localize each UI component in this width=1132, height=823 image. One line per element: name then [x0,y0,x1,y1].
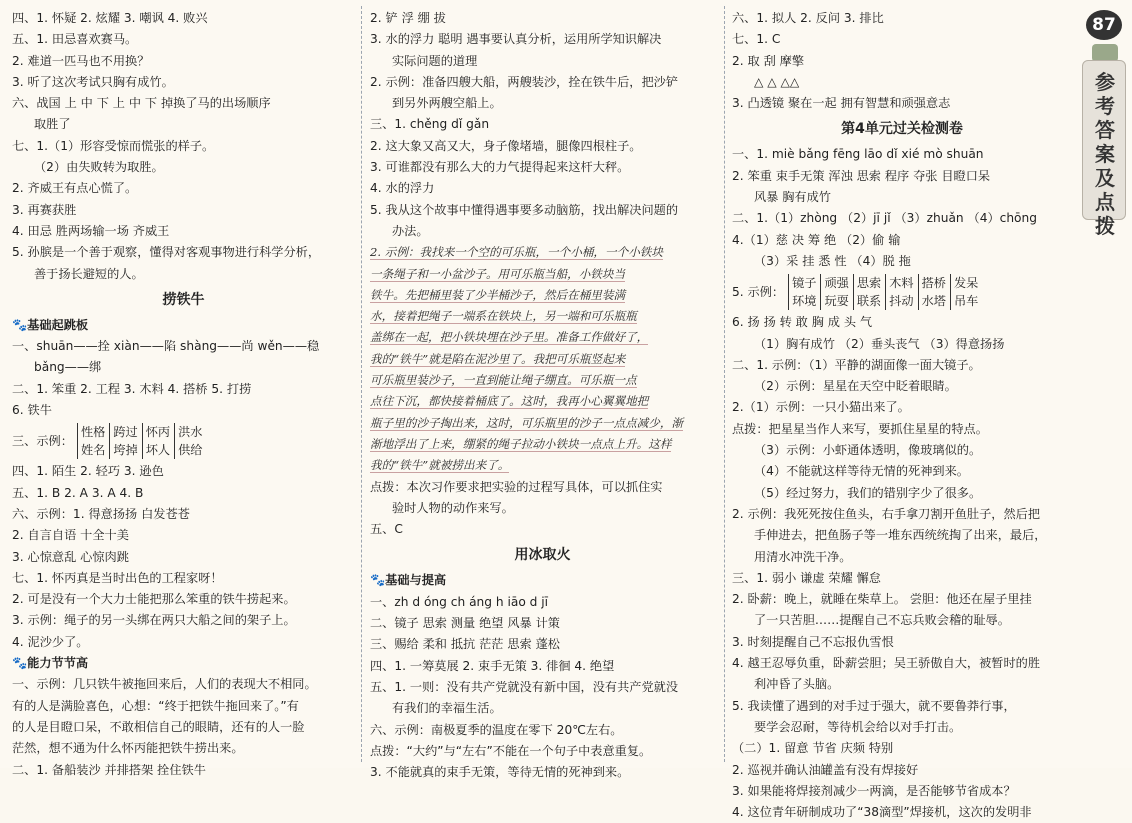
line-text: 水，接着把绳子一端系在铁块上，另一端和可乐瓶瓶 [370,309,637,324]
answer-line [370,242,715,263]
answer-line [370,93,715,114]
answer-line [732,376,1072,397]
word: 洪水 [178,425,203,440]
line-text: 4. 水的浮力 [370,181,435,196]
answer-line [732,397,1072,418]
answer-line [732,208,1072,229]
answer-line [732,653,1072,674]
subsection-heading [12,315,355,336]
line-text: 第4单元过关检测卷 [841,121,963,138]
answer-line [12,760,355,781]
line-text: 点拨：“大约”与“左右”不能在一个句子中表意重复。 [370,743,652,758]
answer-line [370,656,715,677]
line-text: 2. 这大象又高又大，身子像堵墙，腿像四根柱子。 [370,138,642,153]
line-text: 四、1. 一筹莫展 2. 束手无策 3. 徘徊 4. 绝望 [370,658,615,673]
answer-line [732,483,1072,504]
line-text: 要学会忍耐，等待机会给以对手打击。 [754,719,962,734]
line-text: 4. 这位青年研制成功了“38滴型”焊接机，这次的发明非 [732,805,1032,820]
word: 性格 [80,425,106,440]
answer-line [370,264,715,285]
word-pair [885,274,913,310]
line-text: 点拨：本次习作要求把实验的过程写具体，可以抓住实 [370,479,663,494]
line-text: 一条绳子和一小盆沙子。用可乐瓶当船，小铁块当 [370,266,626,281]
line-text: 3. 可谁都没有那么大的力气提得起来这杆大秤。 [370,160,630,175]
answer-line [12,29,355,50]
answer-line [370,29,715,50]
answer-line [12,200,355,221]
line-text: 2. 卧薪：晚上，就睡在柴草上。 尝胆：他还在屋子里挂 [732,592,1032,607]
answer-line [370,157,715,178]
line-text: 用清水冲洗干净。 [754,549,852,564]
word: 坏人 [145,443,171,458]
line-text: 2. 齐威王有点心慌了。 [12,181,138,196]
answer-line [12,93,355,114]
line-text: 🐾基础与提高 [370,573,447,588]
line-text: 四、1. 陌生 2. 轻巧 3. 逊色 [12,464,164,479]
answer-line [370,519,715,540]
line-text: 4. 田忌 胜两场输一场 齐威王 [12,223,170,238]
answer-line [370,72,715,93]
column-divider [361,6,362,762]
answer-line [12,8,355,29]
line-text: 3. 不能就真的束手无策，等待无情的死神到来。 [370,765,630,780]
line-text: 利冲昏了头脑。 [754,677,840,692]
answer-line [370,498,715,519]
answer-line [12,357,355,378]
answer-line [370,8,715,29]
line-text: 点拨：把星星当作人来写，要抓住星星的特点。 [732,421,988,436]
answer-label: 三、示例： [12,433,73,448]
line-text: 手伸进去，把鱼肠子等一堆东西统统掏了出来，最后， [754,528,1047,543]
line-text: （二）1. 留意 节省 庆频 特别 [732,741,894,756]
line-text: 一、示例：几只铁牛被拖回来后，人们的表现大不相同。 [12,677,317,692]
subsection-heading [12,653,355,674]
line-text: 验时人物的动作来写。 [392,500,514,515]
word: 环境 [792,294,817,309]
line-text: 4.（1）慈 决 筹 绝 （2）偷 输 [732,232,901,247]
answer-line [12,568,355,589]
line-text: 3. 心惊意乱 心惊肉跳 [12,549,129,564]
answer-line [370,391,715,412]
line-text: bǎng——绑 [34,360,102,375]
line-text: 二、1. 备船装沙 并排搭架 拴住铁牛 [12,762,206,777]
answer-line [732,525,1072,546]
answer-line [370,306,715,327]
answer-line [732,272,1072,312]
answer-line [732,674,1072,695]
answer-line [732,72,1072,93]
answer-line [370,592,715,613]
answer-line [732,8,1072,29]
section-title [732,114,1072,144]
line-text: 2. 示例：我死死按住鱼头，右手拿刀割开鱼肚子，然后把 [732,506,1041,521]
line-text: 点往下沉，都快接着桶底了。这时，我再小心翼翼地把 [370,394,649,409]
answer-line [12,157,355,178]
line-text: 六、示例：1. 得意扬扬 白发苍苍 [12,506,190,521]
answer-label: 5. 示例： [732,284,785,299]
answer-line [12,738,355,759]
word: 水塔 [921,294,946,309]
line-text: 办法。 [392,223,429,238]
line-text: 二、1. 示例：（1）平静的湖面像一面大镜子。 [732,357,981,372]
answer-line [732,760,1072,781]
answer-line [370,720,715,741]
answer-line [12,589,355,610]
answer-line [732,187,1072,208]
line-text: 七、1. C [732,32,781,47]
answer-line [12,696,355,717]
line-text: 六、战国 上 中 下 上 中 下 掉换了马的出场顺序 [12,96,271,111]
column-right [732,8,1072,823]
line-text: 5. 我读懂了遇到的对手过于强大，就不要鲁莽行事， [732,698,1016,713]
answer-line [732,547,1072,568]
word: 跨过 [113,425,138,440]
line-text: 可乐瓶里装沙子，一直到能让绳子绷直。可乐瓶一点 [370,373,637,388]
line-text: 5. 我从这个故事中懂得遇事要多动脑筋，找出解决问题的 [370,202,679,217]
answer-line [370,477,715,498]
word-pair [109,423,137,459]
answer-line [12,336,355,357]
answer-line [732,355,1072,376]
line-text: 3. 听了这次考试只胸有成竹。 [12,74,174,89]
line-text: 二、镜子 思索 测量 绝望 风暴 计策 [370,616,560,631]
answer-line [732,51,1072,72]
line-text: 🐾能力节节高 [12,656,89,671]
word-pair [950,274,978,310]
line-text: 2. 巡视并确认油罐盖有没有焊接好 [732,762,919,777]
answer-line [370,455,715,476]
line-text: 🐾基础起跳板 [12,317,89,332]
answer-line [12,547,355,568]
answer-line [12,483,355,504]
answer-line [732,696,1072,717]
word: 镜子 [792,276,817,291]
line-text: 2. 笨重 束手无策 浑浊 思索 程序 夺张 目瞪口呆 [732,168,991,183]
word-pair [853,274,881,310]
line-text: （2）由失败转为取胜。 [34,160,164,175]
line-text: 有的人是满脸喜色，心想：“终于把铁牛拖回来了。”有 [12,698,299,713]
answer-line [12,421,355,461]
answer-line [732,589,1072,610]
line-text: 茫然，想不通为什么怀丙能把铁牛捞出来。 [12,741,244,756]
answer-line [370,677,715,698]
word-pair [142,423,170,459]
word-pair [174,423,202,459]
answer-line [732,144,1072,165]
line-text: 2. 示例：准备四艘大船，两艘装沙，拴在铁牛后，把沙铲 [370,74,679,89]
answer-line [732,419,1072,440]
line-text: 的人是目瞪口呆，不敢相信自己的眼睛，还有的人一脸 [12,719,305,734]
line-text: （5）经过努力，我们的错别字少了很多。 [754,485,982,500]
answer-line [732,738,1072,759]
answer-line [370,285,715,306]
answer-line [12,610,355,631]
line-text: 七、1. 怀丙真是当时出色的工程家呀！ [12,570,223,585]
answer-line [732,440,1072,461]
answer-line [12,504,355,525]
line-text: 七、1.（1）形容受惊而慌张的样子。 [12,138,215,153]
line-text: 我的“铁牛”就是陷在泥沙里了。我把可乐瓶竖起来 [370,351,626,366]
line-text: 2.（1）示例：一只小猫出来了。 [732,400,910,415]
answer-line [12,379,355,400]
line-text: 2. 取 刮 摩擎 [732,53,805,68]
answer-line [370,136,715,157]
answer-line [732,334,1072,355]
answer-line [12,400,355,421]
column-divider [724,6,725,762]
line-text: 一、1. miè bǎng fēng lāo dǐ xié mò shuān [732,147,984,162]
answer-line [12,674,355,695]
line-text: （3）示例：小虾通体透明，像玻璃似的。 [754,443,982,458]
section-title [12,285,355,315]
word: 联系 [856,294,882,309]
answer-line [370,762,715,783]
word: 思索 [856,276,882,291]
line-text: 二、1. 笨重 2. 工程 3. 木料 4. 搭桥 5. 打捞 [12,381,252,396]
column-middle [370,8,715,783]
answer-line [12,221,355,242]
line-text: 2. 示例：我找来一个空的可乐瓶，一个小桶，一个小铁块 [370,245,663,260]
answer-line [732,93,1072,114]
line-text: 二、1.（1）zhòng （2）jī jǐ （3）zhuǎn （4）chōng [732,211,1037,226]
answer-line [732,568,1072,589]
column-left [12,8,355,781]
line-text: 五、1. B 2. A 3. A 4. B [12,485,144,500]
answer-line [12,461,355,482]
line-text: 3. 时刻提醒自己不忘报仇雪恨 [732,634,894,649]
line-text: 善于扬长避短的人。 [34,266,144,281]
line-text: 一、shuān——拴 xiàn——陷 shàng——尚 wěn——稳 [12,339,320,354]
answer-line [732,632,1072,653]
line-text: 3. 再赛获胜 [12,202,77,217]
line-text: 2. 铲 浮 绷 拔 [370,11,446,25]
answer-line [732,610,1072,631]
line-text: 瓶子里的沙子掏出来，这时，可乐瓶里的沙子一点点减少，渐 [370,415,684,430]
line-text: △ △ △△ [754,74,800,89]
line-text: 用冰取火 [514,547,571,564]
line-text: 一、zh d óng ch áng h iāo d jī [370,594,549,609]
line-text: 3. 凸透镜 聚在一起 拥有智慧和顽强意志 [732,96,951,111]
answer-line [732,312,1072,333]
line-text: 2. 自言自语 十全十美 [12,528,129,543]
line-text: （1）胸有成竹 （2）垂头丧气 （3）得意扬扬 [754,336,1005,351]
answer-line [370,413,715,434]
word: 发呆 [953,276,979,291]
line-text: 铁牛。先把桶里装了少半桶沙子，然后在桶里装满 [370,287,626,302]
line-text: 了一只苦胆……提醒自己不忘兵败会稽的耻辱。 [754,613,1010,628]
line-text: 3. 水的浮力 聪明 遇事要认真分析，运用所学知识解决 [370,32,662,47]
line-text: 盖绑在一起，把小铁块埋在沙子里。准备工作做好了， [370,330,649,345]
word: 木料 [889,276,914,291]
line-text: 5. 孙膑是一个善于观察，懂得对客观事物进行科学分析， [12,245,321,260]
answer-line [732,717,1072,738]
answer-line [370,178,715,199]
answer-line [12,114,355,135]
word: 垮掉 [113,443,138,458]
page-number: 87 [1086,10,1122,40]
answer-line [12,717,355,738]
answer-line [12,632,355,653]
answer-line [370,370,715,391]
line-text: 五、1. 田忌喜欢赛马。 [12,32,138,47]
line-text: 渐地浮出了上来，绷紧的绳子拉动小铁块一点点上升。这样 [370,436,672,451]
answer-line [732,251,1072,272]
word: 姓名 [80,443,106,458]
answer-line [370,434,715,455]
side-tab-label: 参考答案及点拨 [1095,70,1115,238]
line-text: 五、C [370,522,403,537]
line-text: 2. 难道一匹马也不用换？ [12,53,150,68]
word-pair [788,274,816,310]
line-text: 到另外两艘空船上。 [392,96,502,111]
answer-line [370,349,715,370]
line-text: 取胜了 [34,117,71,132]
line-text: 4. 泥沙少了。 [12,634,89,649]
answer-line [732,29,1072,50]
line-text: （3）采 挂 悉 性 （4）脱 拖 [754,253,911,268]
answer-line [732,504,1072,525]
line-text: 六、示例：南极夏季的温度在零下 20℃左右。 [370,722,623,737]
subsection-heading [370,570,715,591]
answer-line [12,525,355,546]
answer-line [370,634,715,655]
answer-line [12,72,355,93]
word-pair [820,274,848,310]
answer-line [370,698,715,719]
word-pair [77,423,105,459]
line-text: 4. 越王忍辱负重，卧薪尝胆；吴王骄傲自大，被暂时的胜 [732,656,1041,671]
line-text: 六、1. 拟人 2. 反问 3. 排比 [732,11,884,25]
line-text: 三、1. 弱小 谦虚 荣耀 懈怠 [732,570,881,585]
section-title [370,540,715,570]
line-text: 风暴 胸有成竹 [754,190,831,205]
line-text: 3. 如果能将焊接剂减少一两滴，是否能够节省成本？ [732,783,1016,798]
line-text: 6. 扬 扬 转 敢 胸 成 头 气 [732,315,873,330]
line-text: 五、1. 一则：没有共产党就没有新中国，没有共产党就没 [370,679,679,694]
answer-line [732,802,1072,823]
answer-line [370,741,715,762]
word: 怀丙 [145,425,171,440]
word: 吊车 [953,294,979,309]
answer-line [370,200,715,221]
line-text: 捞铁牛 [162,291,205,308]
word-pair [918,274,946,310]
word: 玩耍 [824,294,849,309]
answer-line [370,613,715,634]
line-text: 三、1. chěng dǐ gǎn [370,117,490,132]
answer-line [732,166,1072,187]
answer-line [732,781,1072,802]
answer-line [12,178,355,199]
line-text: 我的“铁牛”就被捞出来了。 [370,458,510,473]
line-text: 四、1. 怀疑 2. 炫耀 3. 嘲讽 4. 败兴 [12,11,208,25]
answer-line [12,51,355,72]
answer-line [12,242,355,263]
line-text: 有我们的幸福生活。 [392,701,502,716]
answer-line [370,327,715,348]
answer-line [370,114,715,135]
line-text: （2）示例：星星在天空中眨着眼睛。 [754,379,957,394]
line-text: 2. 可是没有一个大力士能把那么笨重的铁牛捞起来。 [12,592,296,607]
word: 供给 [178,443,203,458]
answer-line [12,264,355,285]
answer-line [732,461,1072,482]
line-text: （4）不能就这样等待无情的死神到来。 [754,464,969,479]
line-text: 6. 铁牛 [12,403,52,418]
answer-line [370,221,715,242]
word: 顽强 [824,276,849,291]
line-text: 3. 示例：绳子的另一头绑在两只大船之间的架子上。 [12,613,296,628]
word: 搭桥 [921,276,946,291]
line-text: 三、赐给 柔和 抵抗 茫茫 思索 蓬松 [370,637,560,652]
word: 抖动 [889,294,914,309]
answer-line [12,136,355,157]
line-text: 实际问题的道理 [392,53,478,68]
answer-line [370,51,715,72]
answer-line [732,230,1072,251]
